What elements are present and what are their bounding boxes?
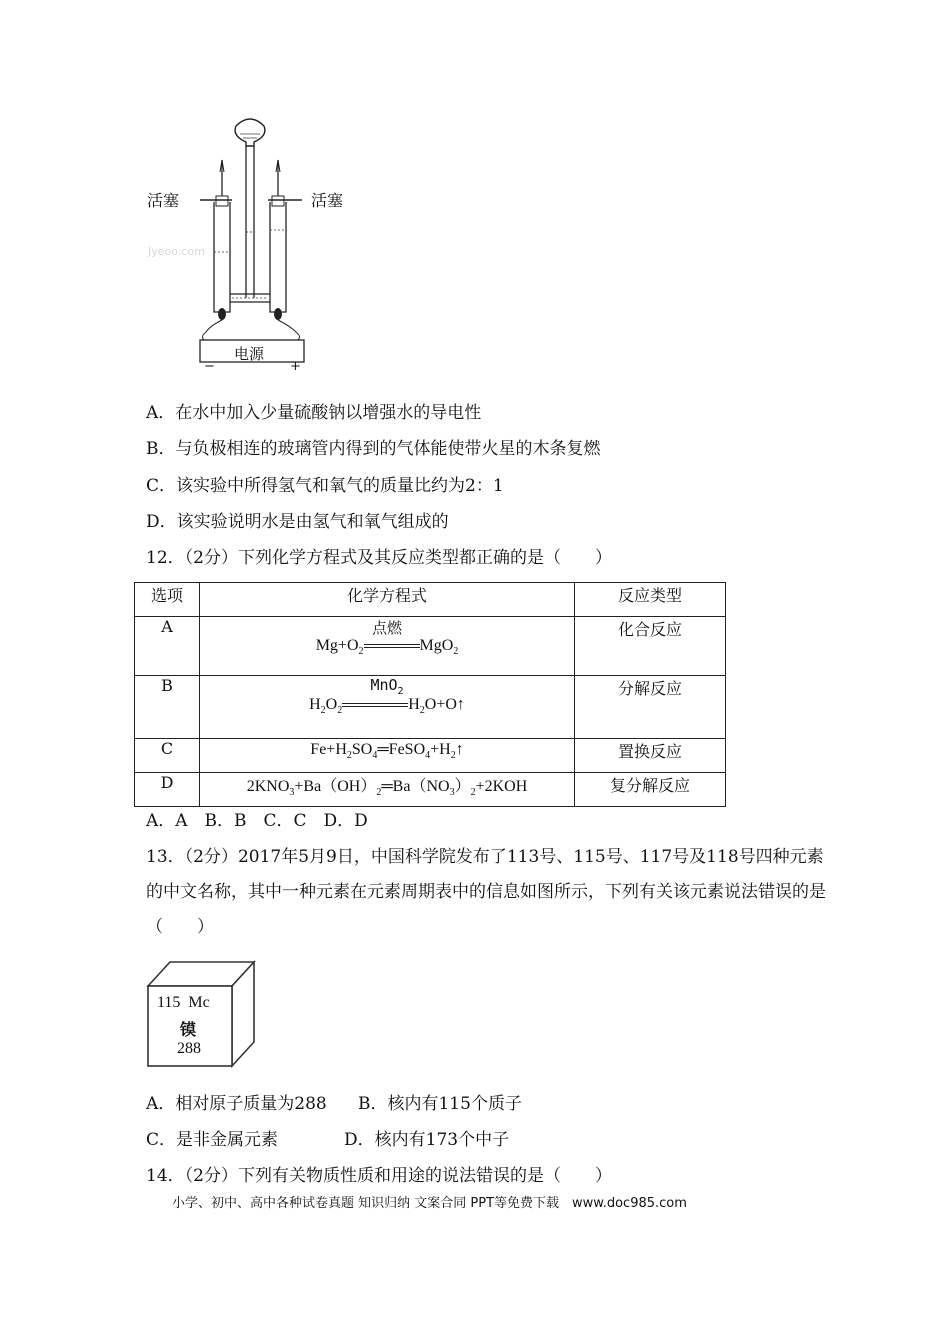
reaction-catalyst: MnO$_2$ — [370, 676, 404, 697]
header-option: 选项 — [135, 583, 200, 617]
equation-cell — [200, 676, 575, 739]
header-equation: 化学方程式 — [200, 583, 575, 617]
q12-answer-choices: A．A B．B C．C D．D — [146, 811, 368, 831]
element-atomic-mass: 288 — [177, 1040, 201, 1057]
watermark: Jyeoo.com — [148, 245, 205, 258]
table-row — [135, 739, 726, 773]
power-source-label: 电源 — [234, 345, 265, 363]
reaction-type: 分解反应 — [575, 676, 726, 739]
chemical-equation: $2KNO_3+Ba(OH)_2═Ba(NO_3)_2+2KOH$ — [246, 778, 528, 799]
table-row — [135, 676, 726, 739]
chemical-equation: $H_2O_2$ $H_2O+O↑$ — [309, 696, 465, 717]
row-label: B — [135, 676, 200, 739]
equation-cell — [200, 773, 575, 807]
page-footer: 小学、初中、高中各种试卷真题 知识归纳 文案合同 PPT等免费下载 www.doc985.com — [172, 1196, 687, 1211]
table-row — [135, 617, 726, 676]
table-row — [135, 773, 726, 807]
q13-option-d: D．核内有173个中子 — [344, 1130, 510, 1150]
reaction-condition: 点燃 — [371, 619, 402, 637]
q11-option-c: C．该实验中所得氢气和氧气的质量比约为2：1 — [146, 476, 504, 496]
q13-option-a: A．相对原子质量为288 — [146, 1094, 327, 1114]
equation-cell — [200, 739, 575, 773]
q11-option-b: B．与负极相连的玻璃管内得到的气体能使带火星的木条复燃 — [146, 439, 601, 459]
chemical-equation: $Mg+O_2$ MgO$_2$ — [315, 637, 459, 658]
reaction-arrow-bar — [342, 703, 408, 707]
row-label: C — [135, 739, 200, 773]
chemical-equation: $Fe+H_2SO_4═FeSO_4+H_2↑$ — [310, 741, 464, 762]
q11-option-d: D．该实验说明水是由氢气和氧气组成的 — [146, 512, 449, 532]
row-label: D — [135, 773, 200, 807]
q13-option-b: B．核内有115个质子 — [358, 1094, 522, 1114]
valve-label-right: 活塞 — [311, 191, 344, 210]
equation-cell — [200, 617, 575, 676]
element-number-symbol: 115 Mc — [157, 994, 210, 1011]
q13-option-c: C．是非金属元素 — [146, 1130, 279, 1150]
reaction-arrow-bar — [364, 644, 420, 648]
element-name: 镆 — [180, 1020, 197, 1039]
reaction-type: 置换反应 — [575, 739, 726, 773]
valve-label-left: 活塞 — [147, 191, 180, 210]
q11-option-a: A．在水中加入少量硫酸钠以增强水的导电性 — [146, 403, 482, 423]
q14-title: 14．（2分）下列有关物质性质和用途的说法错误的是（ ） — [146, 1166, 612, 1186]
reaction-type: 复分解反应 — [575, 773, 726, 807]
q12-title: 12．（2分）下列化学方程式及其反应类型都正确的是（ ） — [146, 548, 612, 568]
table-header-row — [135, 583, 726, 617]
q13-question-text: 13．（2分）2017年5月9日，中国科学院发布了113号、115号、117号及118号四种元素的中文名称，其中一种元素在元素周期表中的信息如图所示，下列有关该元素说法错误的是（ ） — [146, 847, 826, 937]
negative-terminal: − — [204, 359, 215, 374]
row-label: A — [135, 617, 200, 676]
reaction-type: 化合反应 — [575, 617, 726, 676]
q12-reaction-table — [134, 582, 726, 807]
positive-terminal: + — [290, 359, 301, 374]
header-type: 反应类型 — [575, 583, 726, 617]
